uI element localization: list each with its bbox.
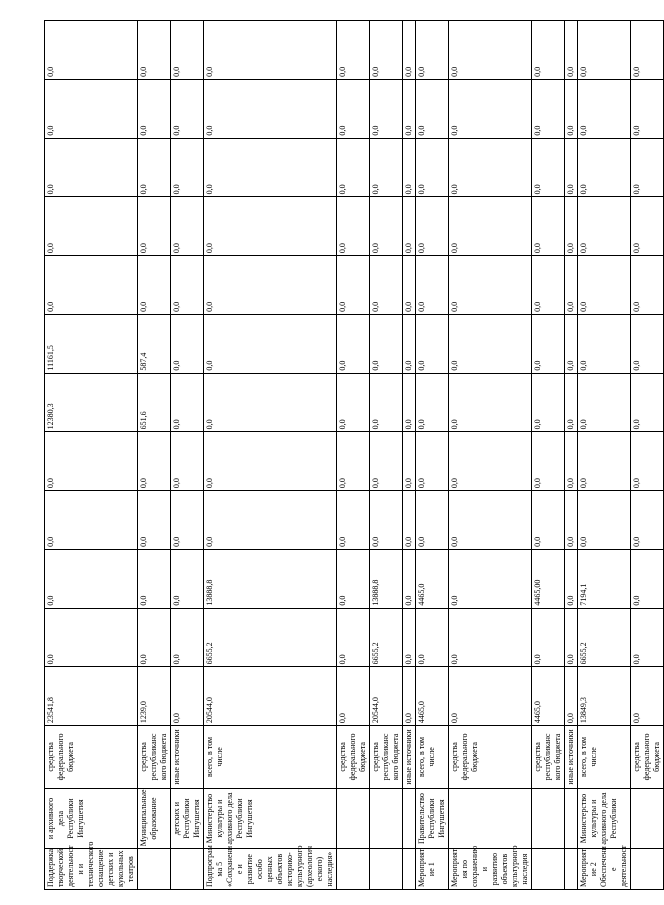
- value-cell: 0,0: [204, 491, 337, 550]
- funding-source-cell: всего, в том числе: [416, 726, 449, 789]
- value-cell: 0,0: [403, 256, 416, 315]
- value-cell: 0,0: [578, 256, 631, 315]
- value-cell: 0,0: [578, 21, 631, 80]
- funding-source-cell: средства республиканс кого бюджета: [370, 726, 403, 789]
- value-cell: 0,0: [370, 373, 403, 432]
- value-cell: 0,0: [631, 549, 664, 608]
- value-cell: 0,0: [171, 491, 204, 550]
- value-cell: 0,0: [532, 314, 565, 373]
- value-cell: 0,0: [204, 21, 337, 80]
- value-cell: 4465,0: [416, 549, 449, 608]
- value-cell: 0,0: [631, 21, 664, 80]
- value-cell: 0,0: [171, 21, 204, 80]
- value-cell: 0,0: [565, 608, 578, 667]
- value-cell: 0,0: [532, 79, 565, 138]
- value-cell: 13888,8: [204, 549, 337, 608]
- value-cell: 0,0: [449, 21, 532, 80]
- value-cell: 0,0: [449, 79, 532, 138]
- value-cell: 0,0: [171, 608, 204, 667]
- value-cell: 0,0: [532, 21, 565, 80]
- value-cell: 0,0: [337, 79, 370, 138]
- value-cell: 0,0: [370, 138, 403, 197]
- value-cell: 0,0: [45, 256, 138, 315]
- value-cell: 0,0: [45, 432, 138, 491]
- value-cell: 7194,1: [578, 549, 631, 608]
- value-cell: 0,0: [631, 432, 664, 491]
- value-cell: 0,0: [370, 491, 403, 550]
- value-cell: 0,0: [45, 21, 138, 80]
- table-row: [204, 21, 337, 890]
- value-cell: 4465,00: [532, 549, 565, 608]
- value-cell: 0,0: [45, 138, 138, 197]
- executor-cell: [449, 788, 532, 849]
- value-cell: 0,0: [449, 256, 532, 315]
- value-cell: 0,0: [403, 314, 416, 373]
- funding-source-cell: средства республиканс кого бюджета: [532, 726, 565, 789]
- value-cell: 0,0: [416, 197, 449, 256]
- value-cell: 0,0: [204, 314, 337, 373]
- funding-source-cell: средства федерального бюджета: [45, 726, 138, 789]
- value-cell: 0,0: [171, 667, 204, 726]
- value-cell: 0,0: [631, 608, 664, 667]
- program-name-cell: [631, 849, 664, 890]
- value-cell: 0,0: [403, 432, 416, 491]
- value-cell: 0,0: [171, 256, 204, 315]
- value-cell: 0,0: [403, 197, 416, 256]
- value-cell: 0,0: [565, 21, 578, 80]
- value-cell: 0,0: [204, 197, 337, 256]
- value-cell: 0,0: [370, 432, 403, 491]
- value-cell: 0,0: [171, 197, 204, 256]
- value-cell: 0,0: [565, 432, 578, 491]
- value-cell: 0,0: [337, 432, 370, 491]
- program-name-cell: Подпрограм ма 5 «Сохранени е и развитие особо ценных объектов историко- культурного (археологич еского) наследия»: [204, 849, 337, 890]
- value-cell: 0,0: [138, 491, 171, 550]
- program-name-cell: [171, 849, 204, 890]
- value-cell: 0,0: [449, 432, 532, 491]
- value-cell: 651,6: [138, 373, 171, 432]
- value-cell: 0,0: [204, 138, 337, 197]
- value-cell: 0,0: [416, 314, 449, 373]
- value-cell: 0,0: [565, 549, 578, 608]
- funding-source-cell: иные источники: [403, 726, 416, 789]
- program-name-cell: Поддержка творческой деятельност и и технического оснащение детских и кукольных театров: [45, 849, 138, 890]
- executor-cell: и архивного дела Республики Ингушетия: [45, 788, 138, 849]
- value-cell: 0,0: [416, 138, 449, 197]
- value-cell: 0,0: [370, 314, 403, 373]
- value-cell: 0,0: [403, 491, 416, 550]
- value-cell: 0,0: [578, 79, 631, 138]
- value-cell: 4465,0: [532, 667, 565, 726]
- value-cell: 0,0: [138, 21, 171, 80]
- funding-source-cell: средства республиканс кого бюджета: [138, 726, 171, 789]
- value-cell: 0,0: [337, 491, 370, 550]
- program-name-cell: [565, 849, 578, 890]
- value-cell: 0,0: [532, 491, 565, 550]
- value-cell: 0,0: [565, 491, 578, 550]
- value-cell: 0,0: [138, 608, 171, 667]
- value-cell: 0,0: [403, 608, 416, 667]
- executor-cell: [631, 788, 664, 849]
- executor-cell: [370, 788, 403, 849]
- value-cell: 0,0: [204, 256, 337, 315]
- value-cell: 0,0: [565, 256, 578, 315]
- value-cell: 6655,2: [204, 608, 337, 667]
- value-cell: 23541,8: [45, 667, 138, 726]
- value-cell: 6655,2: [578, 608, 631, 667]
- value-cell: 0,0: [45, 608, 138, 667]
- value-cell: 0,0: [449, 667, 532, 726]
- value-cell: 0,0: [337, 256, 370, 315]
- value-cell: 0,0: [532, 197, 565, 256]
- value-cell: 20544,0: [204, 667, 337, 726]
- value-cell: 0,0: [532, 373, 565, 432]
- executor-cell: Муниципальные образование: [138, 788, 171, 849]
- table-row: [532, 21, 565, 890]
- value-cell: 0,0: [171, 314, 204, 373]
- value-cell: 0,0: [449, 491, 532, 550]
- value-cell: 0,0: [416, 79, 449, 138]
- value-cell: 0,0: [337, 21, 370, 80]
- value-cell: 0,0: [337, 197, 370, 256]
- executor-cell: Министерство культуры и архивного дела Республики Ингушетия: [204, 788, 337, 849]
- value-cell: 0,0: [45, 79, 138, 138]
- value-cell: 0,0: [532, 608, 565, 667]
- table-row: [416, 21, 449, 890]
- value-cell: 0,0: [578, 373, 631, 432]
- value-cell: 0,0: [449, 138, 532, 197]
- program-name-cell: Мероприят ия по сохранению и развитию объектов культурного наследия: [449, 849, 532, 890]
- table-row: [45, 21, 138, 890]
- value-cell: 0,0: [337, 667, 370, 726]
- value-cell: 0,0: [578, 432, 631, 491]
- value-cell: 0,0: [565, 373, 578, 432]
- value-cell: 0,0: [403, 138, 416, 197]
- executor-cell: детских и Республики Ингушетия: [171, 788, 204, 849]
- value-cell: 0,0: [370, 79, 403, 138]
- value-cell: 13888,8: [370, 549, 403, 608]
- value-cell: 0,0: [403, 21, 416, 80]
- funding-source-cell: иные источники: [171, 726, 204, 789]
- value-cell: 0,0: [631, 373, 664, 432]
- budget-table: [44, 20, 664, 890]
- program-name-cell: [532, 849, 565, 890]
- value-cell: 0,0: [138, 197, 171, 256]
- funding-source-cell: иные источники: [565, 726, 578, 789]
- value-cell: 0,0: [204, 432, 337, 491]
- value-cell: 0,0: [171, 79, 204, 138]
- value-cell: 0,0: [171, 138, 204, 197]
- value-cell: 0,0: [370, 21, 403, 80]
- value-cell: 4465,0: [416, 667, 449, 726]
- value-cell: 0,0: [565, 667, 578, 726]
- value-cell: 0,0: [416, 373, 449, 432]
- value-cell: 0,0: [171, 432, 204, 491]
- program-name-cell: [370, 849, 403, 890]
- value-cell: 0,0: [138, 432, 171, 491]
- value-cell: 0,0: [403, 549, 416, 608]
- executor-cell: [403, 788, 416, 849]
- value-cell: 0,0: [204, 373, 337, 432]
- value-cell: 0,0: [403, 79, 416, 138]
- value-cell: 0,0: [631, 138, 664, 197]
- value-cell: 0,0: [337, 549, 370, 608]
- value-cell: 0,0: [631, 667, 664, 726]
- value-cell: 0,0: [370, 256, 403, 315]
- value-cell: 0,0: [171, 549, 204, 608]
- value-cell: 0,0: [631, 256, 664, 315]
- value-cell: 0,0: [578, 491, 631, 550]
- value-cell: 0,0: [449, 314, 532, 373]
- program-name-cell: Мероприят ие 1: [416, 849, 449, 890]
- table-row: [631, 21, 664, 890]
- value-cell: 0,0: [337, 373, 370, 432]
- value-cell: 0,0: [204, 79, 337, 138]
- value-cell: 0,0: [631, 491, 664, 550]
- value-cell: 0,0: [337, 608, 370, 667]
- value-cell: 0,0: [138, 79, 171, 138]
- table-row: [171, 21, 204, 890]
- value-cell: 12380,3: [45, 373, 138, 432]
- funding-source-cell: средства федерального бюджета: [631, 726, 664, 789]
- value-cell: 0,0: [449, 549, 532, 608]
- value-cell: 0,0: [45, 197, 138, 256]
- program-name-cell: Мероприят ие 2 Обеспечени е деятельност: [578, 849, 631, 890]
- table-row: [578, 21, 631, 890]
- value-cell: 0,0: [631, 79, 664, 138]
- funding-source-cell: средства федерального бюджета: [449, 726, 532, 789]
- value-cell: 0,0: [370, 197, 403, 256]
- value-cell: 0,0: [416, 491, 449, 550]
- table-row: [138, 21, 171, 890]
- value-cell: 0,0: [45, 549, 138, 608]
- value-cell: 0,0: [565, 79, 578, 138]
- funding-source-cell: средства федерального бюджета: [337, 726, 370, 789]
- value-cell: 0,0: [416, 432, 449, 491]
- value-cell: 0,0: [631, 314, 664, 373]
- value-cell: 0,0: [532, 432, 565, 491]
- value-cell: 0,0: [416, 21, 449, 80]
- program-name-cell: [337, 849, 370, 890]
- table-row: [449, 21, 532, 890]
- value-cell: 0,0: [578, 197, 631, 256]
- value-cell: 0,0: [565, 314, 578, 373]
- rotated-table-wrapper: [44, 20, 661, 890]
- value-cell: 587,4: [138, 314, 171, 373]
- value-cell: 0,0: [138, 138, 171, 197]
- table-row: [565, 21, 578, 890]
- value-cell: 0,0: [138, 549, 171, 608]
- executor-cell: [532, 788, 565, 849]
- value-cell: 0,0: [171, 373, 204, 432]
- value-cell: 0,0: [578, 314, 631, 373]
- value-cell: 0,0: [449, 373, 532, 432]
- value-cell: 0,0: [337, 138, 370, 197]
- value-cell: 0,0: [416, 256, 449, 315]
- table-row: [337, 21, 370, 890]
- value-cell: 0,0: [565, 138, 578, 197]
- value-cell: 6655,2: [370, 608, 403, 667]
- value-cell: 0,0: [337, 314, 370, 373]
- value-cell: 0,0: [532, 138, 565, 197]
- value-cell: 0,0: [449, 197, 532, 256]
- table-row: [403, 21, 416, 890]
- value-cell: 0,0: [45, 491, 138, 550]
- executor-cell: Правительство Республики Ингушетия: [416, 788, 449, 849]
- program-name-cell: [138, 849, 171, 890]
- funding-source-cell: всего, в том числе: [578, 726, 631, 789]
- value-cell: 0,0: [403, 373, 416, 432]
- value-cell: 11161,5: [45, 314, 138, 373]
- table-row: [370, 21, 403, 890]
- value-cell: 0,0: [416, 608, 449, 667]
- value-cell: 0,0: [631, 197, 664, 256]
- value-cell: 0,0: [532, 256, 565, 315]
- value-cell: 20544,0: [370, 667, 403, 726]
- value-cell: 0,0: [565, 197, 578, 256]
- table-body: [45, 21, 664, 890]
- executor-cell: [565, 788, 578, 849]
- value-cell: 0,0: [138, 256, 171, 315]
- executor-cell: [337, 788, 370, 849]
- funding-source-cell: всего, в том числе: [204, 726, 337, 789]
- value-cell: 13849,3: [578, 667, 631, 726]
- value-cell: 0,0: [403, 667, 416, 726]
- program-name-cell: [403, 849, 416, 890]
- value-cell: 0,0: [578, 138, 631, 197]
- executor-cell: Министерство культуры и архивного дела Республики: [578, 788, 631, 849]
- value-cell: 1239,0: [138, 667, 171, 726]
- value-cell: 0,0: [449, 608, 532, 667]
